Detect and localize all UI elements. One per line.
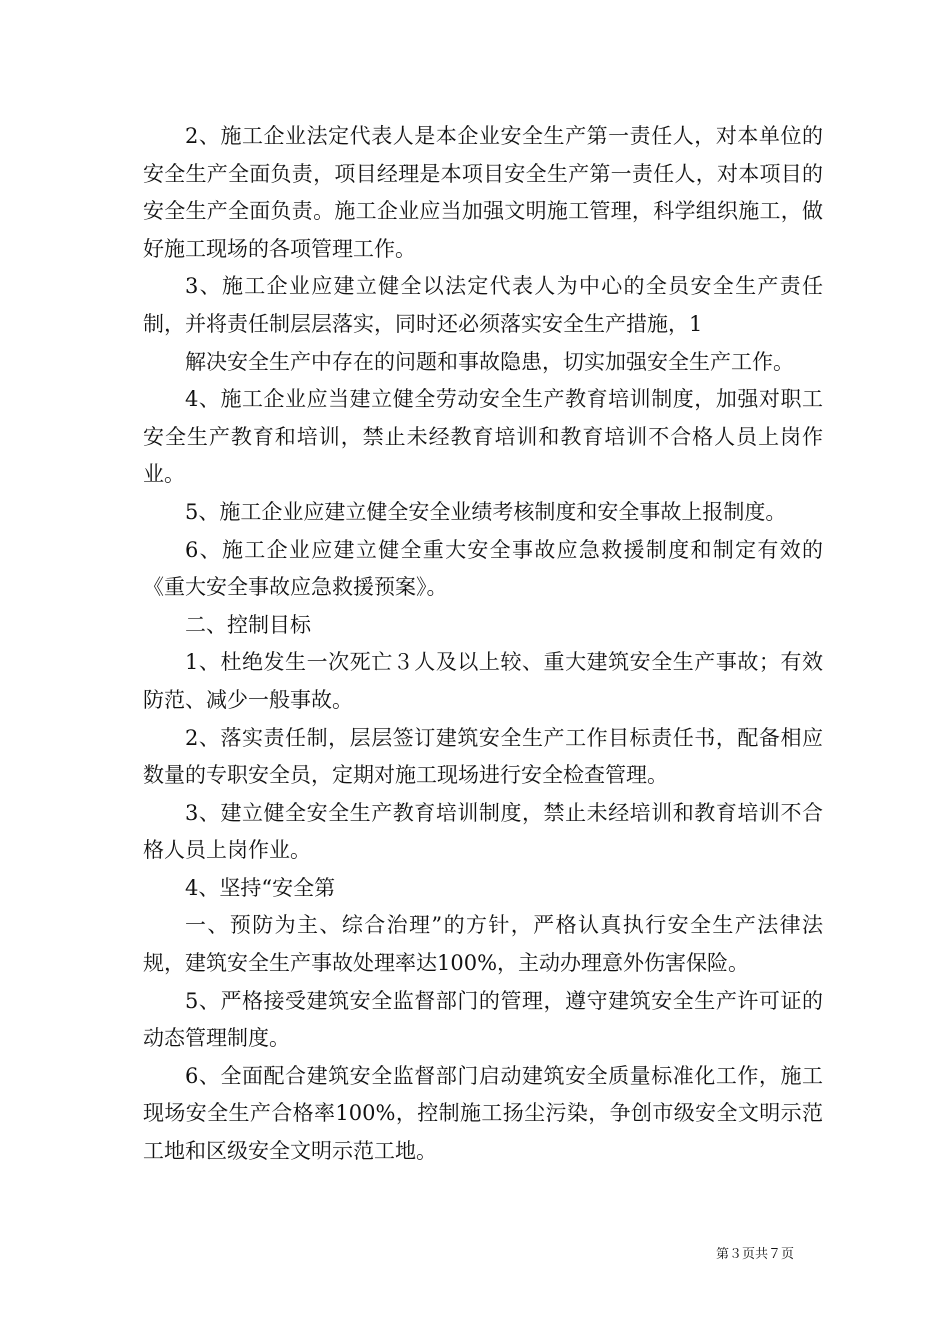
paragraph-goal-4-start: 4、坚持“安全第 bbox=[185, 875, 336, 900]
paragraph-legal-representative: 2、施工企业法定代表人是本企业安全生产第一责任人，对本单位的安全生产全面负责，项目经理是本项目安全生产第一责任人，对本项目的安全生产全面负责。施工企业应当加强文明施工管理，科学组织施工，做好施工现场的各项管理工作。 bbox=[143, 124, 823, 261]
paragraph-goal-5: 5、严格接受建筑安全监督部门的管理，遵守建筑安全生产许可证的动态管理制度。 bbox=[143, 988, 823, 1051]
paragraph-goal-4-continued: 一、预防为主、综合治理”的方针，严格认真执行安全生产法律法规，建筑安全生产事故处理率达100%，主动办理意外伤害保险。 bbox=[143, 913, 823, 976]
page-number-footer: 第３页共７页 bbox=[716, 1247, 795, 1262]
section-heading-control-goals: 二、控制目标 bbox=[185, 612, 311, 637]
document-body bbox=[143, 118, 823, 1171]
paragraph-goal-2: 2、落实责任制，层层签订建筑安全生产工作目标责任书，配备相应数量的专职安全员，定期对施工现场进行安全检查管理。 bbox=[143, 725, 823, 788]
paragraph-goal-6: 6、全面配合建筑安全监督部门启动建筑安全质量标准化工作，施工现场安全生产合格率100%，控制施工扬尘污染，争创市级安全文明示范工地和区级安全文明示范工地。 bbox=[143, 1063, 823, 1164]
paragraph-performance-assessment: 5、施工企业应建立健全安全业绩考核制度和安全事故上报制度。 bbox=[185, 499, 787, 524]
paragraph-goal-3: 3、建立健全安全生产教育培训制度，禁止未经培训和教育培训不合格人员上岗作业。 bbox=[143, 800, 823, 863]
paragraph-emergency-rescue: 6、施工企业应建立健全重大安全事故应急救援制度和制定有效的《重大安全事故应急救援预案》。 bbox=[143, 537, 823, 600]
paragraph-goal-1: 1、杜绝发生一次死亡３人及以上较、重大建筑安全生产事故；有效防范、减少一般事故。 bbox=[143, 650, 823, 712]
paragraph-hazard-resolution: 解决安全生产中存在的问题和事故隐患，切实加强安全生产工作。 bbox=[185, 349, 794, 374]
paragraph-training-system: 4、施工企业应当建立健全劳动安全生产教育培训制度，加强对职工安全生产教育和培训，禁止未经教育培训和教育培训不合格人员上岗作业。 bbox=[143, 387, 823, 487]
paragraph-responsibility-system: 3、施工企业应建立健全以法定代表人为中心的全员安全生产责任制，并将责任制层层落实，同时还必须落实安全生产措施，1 bbox=[143, 274, 823, 336]
